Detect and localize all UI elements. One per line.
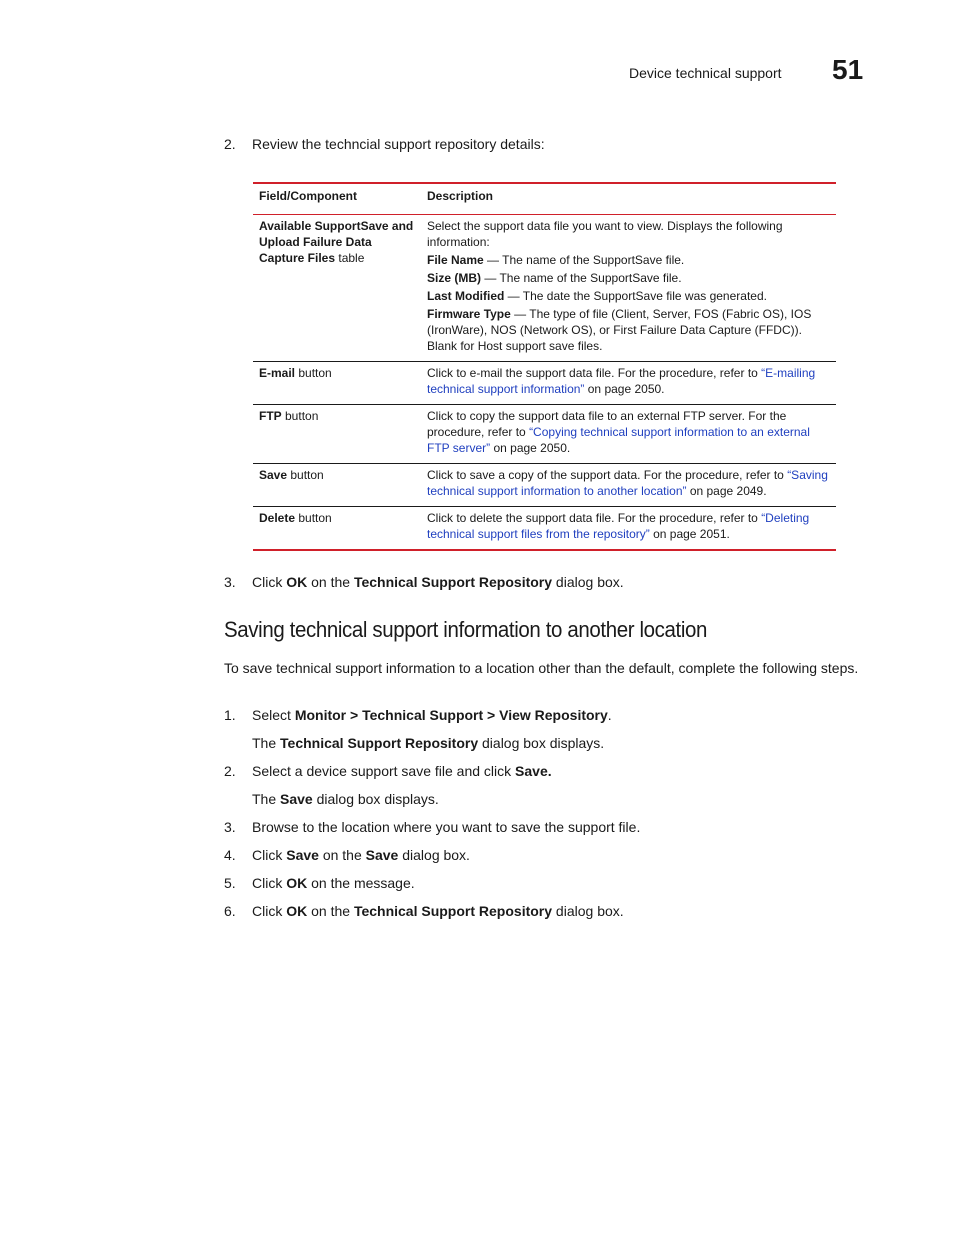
field-suffix: button (295, 511, 332, 525)
table-row (253, 215, 836, 362)
field-cell (253, 405, 421, 464)
save-term: Save. (515, 763, 552, 779)
step-text: Click (252, 574, 287, 590)
header-title: Device technical support (629, 65, 782, 81)
page-ref: on page 2050. (490, 441, 571, 455)
step-number: 2. (224, 763, 236, 779)
description-text: Click to copy the support data file to an external FTP server. For the procedure, refer to (427, 409, 787, 439)
emailing-link[interactable]: “E-mailing technical support information” (427, 366, 816, 396)
step-text: on the message. (307, 875, 415, 891)
item-label: File Name (427, 253, 484, 267)
step-number: 2. (224, 136, 236, 152)
item-text: — The date the SupportSave file was generated. (504, 289, 767, 303)
step-text: Browse to the location where you want to save the support file. (252, 819, 641, 835)
item-label: Last Modified (427, 289, 505, 303)
field-name: Delete (259, 511, 296, 525)
ok-term: OK (286, 875, 308, 891)
step-number: 4. (224, 847, 236, 863)
field-cell (253, 507, 421, 551)
description-cell (421, 507, 836, 551)
table-row (253, 405, 836, 464)
field-cell (253, 362, 421, 405)
ok-term: OK (286, 574, 308, 590)
step-text: Click (252, 875, 287, 891)
field-suffix: table (335, 251, 365, 265)
repository-details-table (253, 182, 836, 551)
step-3-click-ok (224, 573, 864, 591)
item-label: Size (MB) (427, 271, 481, 285)
step-2-result (252, 790, 852, 808)
save-term: Save (286, 847, 319, 863)
step-number: 6. (224, 903, 236, 919)
step-number: 5. (224, 875, 236, 891)
page-ref: on page 2049. (686, 484, 767, 498)
step-text: on the (307, 903, 354, 919)
field-item (427, 270, 830, 286)
description-cell (421, 464, 836, 507)
field-item (427, 306, 830, 354)
step-text: dialog box. (552, 903, 624, 919)
field-name: FTP (259, 409, 282, 423)
field-name: E-mail (259, 366, 296, 380)
page-ref: on page 2050. (584, 382, 665, 396)
result-text: dialog box displays. (312, 791, 439, 807)
field-item (427, 252, 830, 268)
step-text: Select (252, 707, 295, 723)
description-cell (421, 405, 836, 464)
dialog-term: Save (365, 847, 399, 863)
ok-term: OK (286, 903, 308, 919)
section-heading: Saving technical support information to another location (224, 617, 708, 642)
step-number: 1. (224, 707, 236, 723)
field-suffix: button (287, 468, 324, 482)
step-text: on the (307, 574, 354, 590)
menu-path: Monitor > Technical Support > View Repository (294, 707, 608, 723)
step-text: dialog box. (398, 847, 470, 863)
field-suffix: button (281, 409, 319, 423)
column-header-field: Field/Component (253, 183, 421, 215)
step-1-result (252, 734, 852, 752)
field-name: Available SupportSave and Upload Failure Data Capture Files (259, 219, 414, 265)
step-number: 3. (224, 819, 236, 835)
deleting-link[interactable]: “Deleting technical support files from the repository” (427, 511, 810, 541)
description-cell (421, 362, 836, 405)
field-cell (253, 215, 421, 362)
step-text: Review the techncial support repository details: (252, 136, 545, 152)
step-4-click-save (224, 846, 864, 864)
step-5-click-ok (224, 874, 864, 892)
description-text: Click to save a copy of the support data. For the procedure, refer to (427, 468, 788, 482)
saving-link[interactable]: “Saving technical support information to another location” (427, 468, 828, 498)
result-text: dialog box displays. (478, 735, 605, 751)
step-text: dialog box. (552, 574, 624, 590)
step-text: Select a device support save file and click (252, 763, 516, 779)
field-name: Save (259, 468, 288, 482)
item-text: — The name of the SupportSave file. (481, 271, 682, 285)
step-number: 3. (224, 574, 236, 590)
result-text: The (252, 735, 281, 751)
column-header-description: Description (421, 183, 836, 215)
step-text: on the (318, 847, 366, 863)
step-3-browse (224, 818, 864, 836)
table-header-row (253, 183, 836, 215)
field-item (427, 288, 830, 304)
step-2-review (224, 135, 864, 153)
dialog-term: Technical Support Repository (280, 735, 479, 751)
copying-ftp-link[interactable]: “Copying technical support information to an external FTP server” (427, 425, 810, 455)
page-ref: on page 2051. (649, 527, 730, 541)
step-6-click-ok (224, 902, 864, 920)
step-2-select-file (224, 762, 864, 780)
dialog-term: Save (280, 791, 313, 807)
item-text: — The type of file (Client, Server, FOS (Fabric OS), IOS (IronWare), NOS (Network OS), or First Failure Data Capture (FFDC)). Blank for Host support save files. (427, 307, 812, 353)
description-text: Click to delete the support data file. For the procedure, refer to (427, 511, 762, 525)
item-text: — The name of the SupportSave file. (483, 253, 685, 267)
dialog-term: Technical Support Repository (353, 903, 553, 919)
description-cell (421, 215, 836, 362)
step-text: . (607, 707, 612, 723)
field-suffix: button (295, 366, 332, 380)
description-text: Click to e-mail the support data file. For the procedure, refer to (427, 366, 762, 380)
chapter-number: 51 (832, 54, 864, 85)
dialog-term: Technical Support Repository (353, 574, 553, 590)
table-row (253, 362, 836, 405)
table-row (253, 464, 836, 507)
section-intro: To save technical support information to a location other than the default, complete the following steps. (224, 660, 859, 676)
result-text: The (252, 791, 281, 807)
step-text: Click (252, 847, 287, 863)
item-label: Firmware Type (427, 307, 511, 321)
table-row (253, 507, 836, 551)
field-cell (253, 464, 421, 507)
description-text: Select the support data file you want to view. Displays the following information: (427, 219, 783, 249)
step-text: Click (252, 903, 287, 919)
step-1-select (224, 706, 864, 724)
